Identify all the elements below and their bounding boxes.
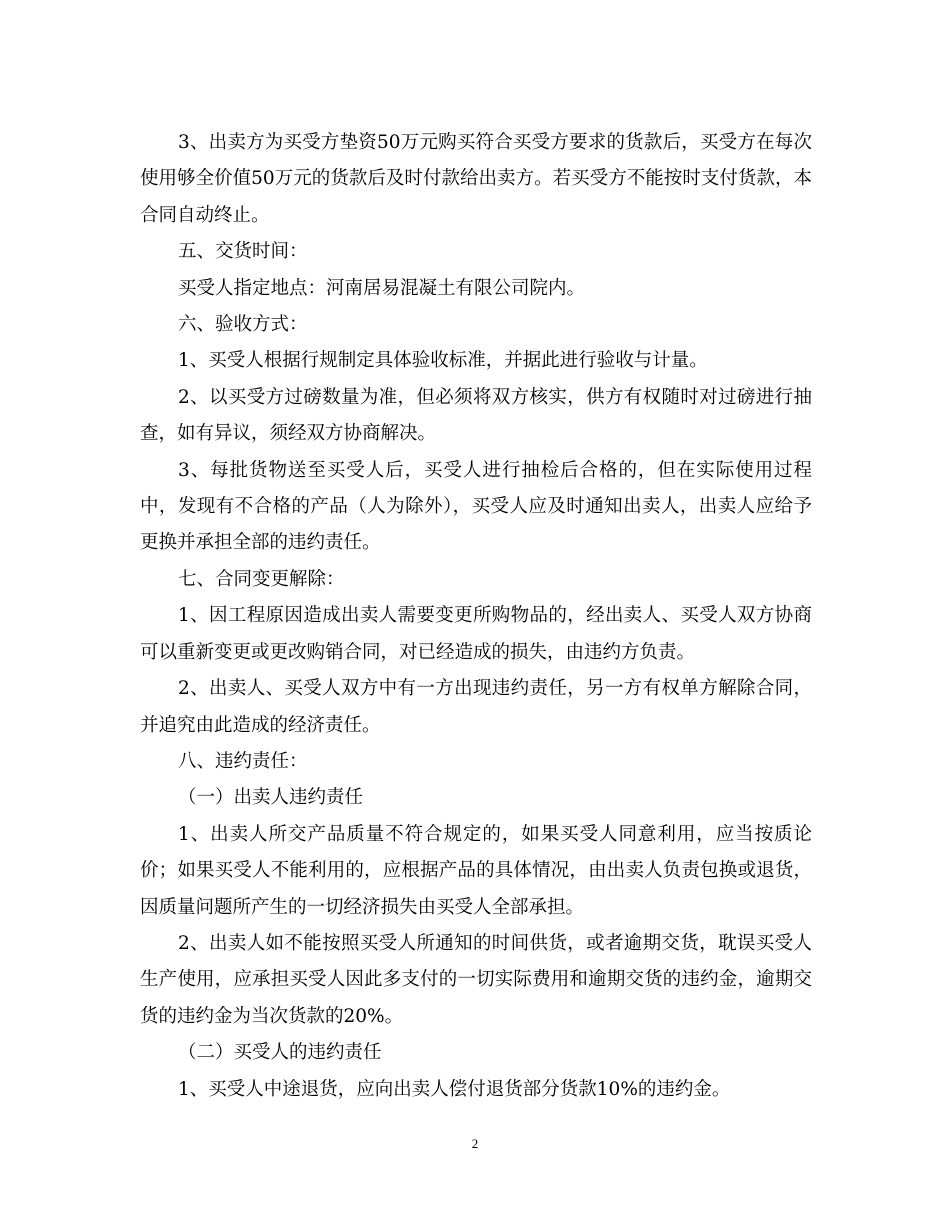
- paragraph: 1、买受人根据行规制定具体验收标准，并据此进行验收与计量。: [178, 350, 708, 372]
- paragraph: 1、因工程原因造成出卖人需要变更所购物品的，经出卖人、买受人双方协商可以重新变更或更改购销合同，对已经造成的损失，由违约方负责。: [140, 605, 812, 663]
- paragraph: 1、出卖人所交产品质量不符合规定的，如果买受人同意利用，应当按质论价；如果买受人不能利用的，应根据产品的具体情况，由出卖人负责包换或退货，因质量问题所产生的一切经济损失由买受人全部承担。: [140, 823, 812, 918]
- paragraph: 1、买受人中途退货，应向出卖人偿付退货部分货款10%的违约金。: [178, 1078, 731, 1100]
- page-number: 2: [471, 1136, 479, 1151]
- document-body: [140, 125, 812, 1108]
- subsection-heading: （一）出卖人违约责任: [178, 787, 364, 809]
- paragraph: 买受人指定地点：河南居易混凝土有限公司院内。: [178, 277, 586, 299]
- section-heading: 七、合同变更解除：: [178, 568, 345, 590]
- paragraph: 2、出卖人、买受人双方中有一方出现违约责任，另一方有权单方解除合同，并追究由此造成的经济责任。: [140, 678, 812, 736]
- subsection-heading: （二）买受人的违约责任: [178, 1042, 382, 1064]
- paragraph: 3、每批货物送至买受人后，买受人进行抽检后合格的，但在实际使用过程中，发现有不合格的产品（人为除外），买受人应及时通知出卖人，出卖人应给予更换并承担全部的违约责任。: [140, 459, 812, 554]
- section-heading: 六、验收方式：: [178, 314, 308, 336]
- section-heading: 五、交货时间：: [178, 241, 308, 263]
- paragraph: 2、以买受方过磅数量为准，但必须将双方核实，供方有权随时对过磅进行抽查，如有异议，须经双方协商解决。: [140, 386, 812, 445]
- paragraph: 2、出卖人如不能按照买受人所通知的时间供货，或者逾期交货，耽误买受人生产使用，应承担买受人因此多支付的一切实际费用和逾期交货的违约金，逾期交货的违约金为当次货款的20%。: [140, 932, 812, 1027]
- paragraph: 3、出卖方为买受方垫资50万元购买符合买受方要求的货款后，买受方在每次使用够全价值50万元的货款后及时付款给出卖方。若买受方不能按时支付货款，本合同自动终止。: [140, 132, 812, 226]
- section-heading: 八、违约责任：: [178, 750, 308, 772]
